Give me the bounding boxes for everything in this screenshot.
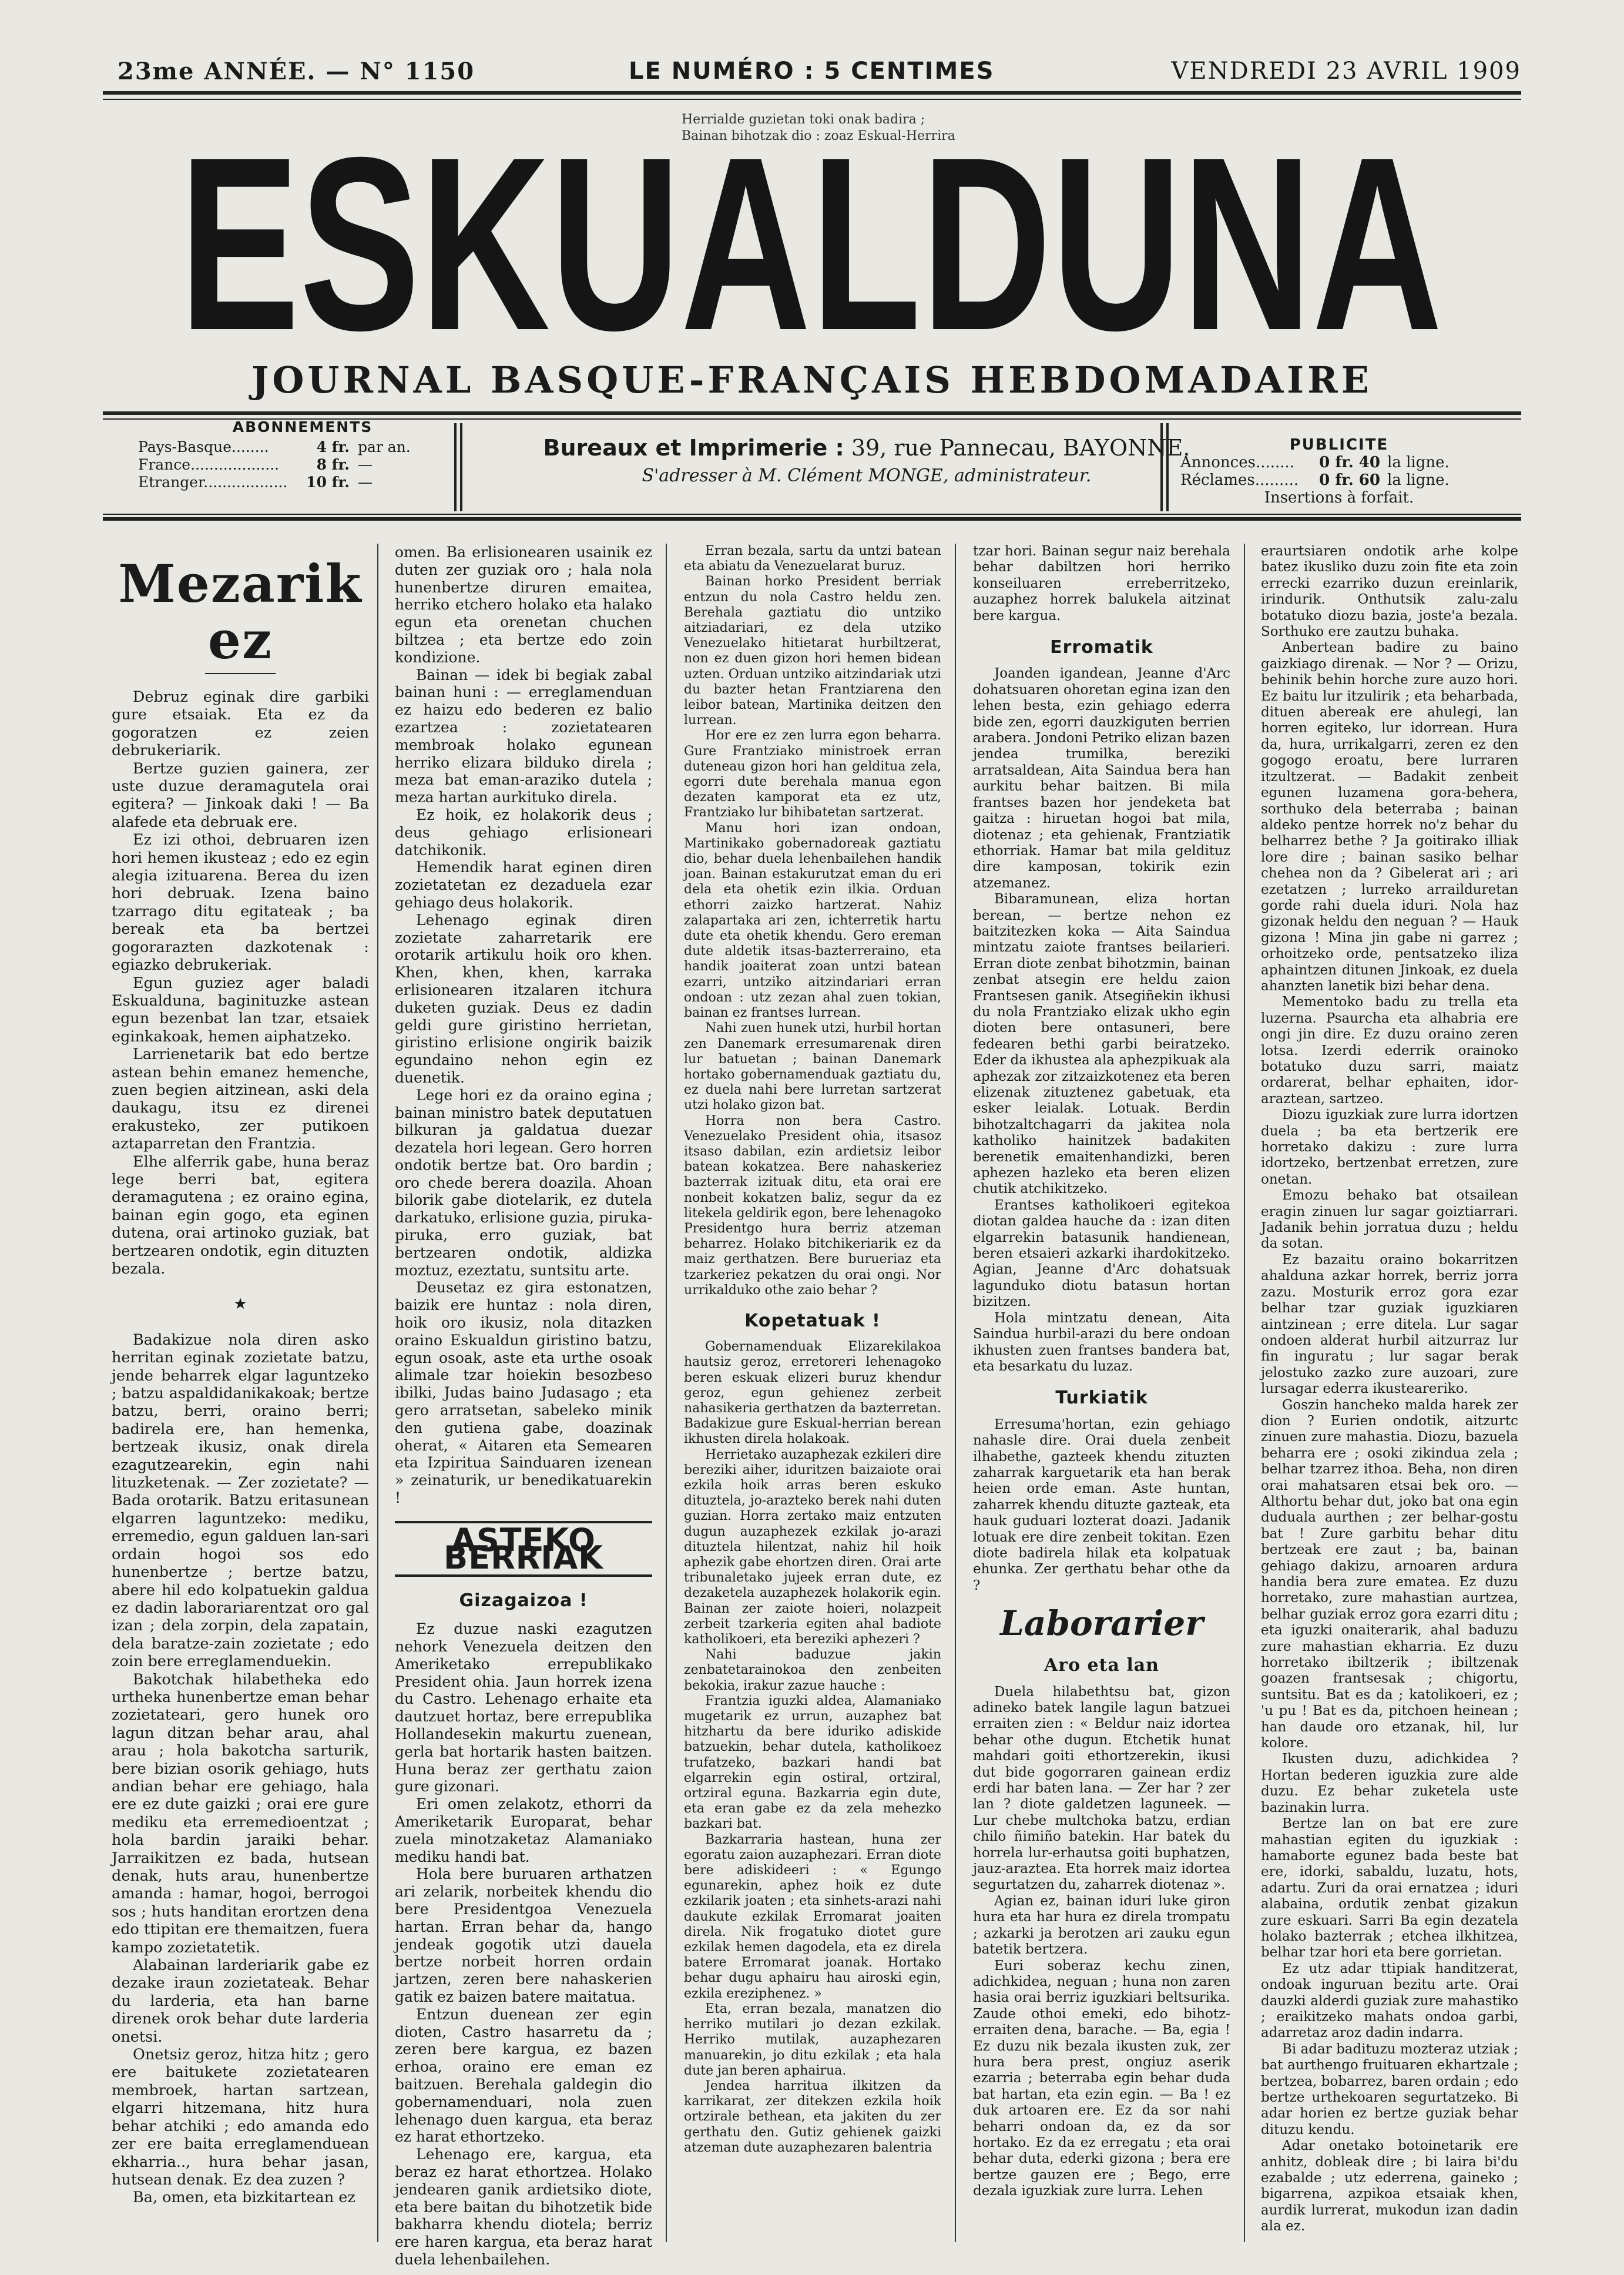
paragraph: Ba, omen, eta bizkitartean ez [133, 2189, 355, 2207]
issue-price: LE NUMÉRO : 5 CENTIMES [629, 58, 995, 85]
publicite-insertions: Insertions à forfait. [1264, 489, 1414, 507]
paragraph: Entzun duenean zer egin dioten, Castro hasarretu da ; zeren bere kargua, ez bazen erhoa, oraino ere eman ez baitzuen. Berehala galdegin dio gobernamenduari, nola zuen lehenago duen kargua, eta beraz ez harat ethortzeko. [395, 2005, 652, 2146]
paragraph: Bertze lan on bat ere zure mahastian egiten du iguzkiak : hamaborte egunez bada beste bat ere, idorki, sabaldu, luzatu, hots, adartu. Zuri da orai ernatzea ; iduri alabaina, ordutik zenbat gizakun zure eskuari. Sarri Ba egin dezatela holako bazterrak ; etchea ilkhitzea, belhar tzar hori eta bere gorrietan. [1261, 1816, 1518, 1961]
publicite-label: Annonces........ [1180, 454, 1295, 471]
paragraph: tzar hori. Bainan segur naiz berehala behar dabiltzen hori herriko konseiluaren erreberritzeko, auzaphez horrek balukela aitzinat bere kargua. [973, 544, 1230, 624]
section-title-asteko-berriak: ASTEKO BERRIAK [395, 1521, 652, 1577]
paragraph: Adar onetako botoinetarik ere anhitz, dobleak dire ; bi laira bi'du ezabalde ; utz ederrena, gaineko ; bigarrena, azpikoa etsaiak khen, aurdik lurrerat, mukodun izan dadin ala ez. [1261, 2138, 1518, 2234]
paragraph: Hor ere ez zen lurra egon beharra. Gure Frantziako ministroek erran duteneau gizon hori han gelditua zela, egorri dute berehala manua egon dezaten kamporat eta ez utz, Frantziako lur bihibatetan sartzerat. [684, 728, 941, 820]
issue-date: VENDREDI 23 AVRIL 1909 [1171, 58, 1521, 85]
paragraph: Herrietako auzaphezak ezkileri dire bereziki aiher, iduritzen baizaiote orai ezkila hoik arras beren eskuko dituztela, jo-arazteko berek nahi duten guzian. Horra zertako maiz entzuten dugun auzaphezek ezkilak jo-arazi dituztela hilentzat, nahiz hil hoik aphezik gabe ehortzen diren. Orai arte tribunaletako jujeek erran dute, ez dezaketela auzaphezek holakorik egin. Bainan zer zaiote hoieri, nolazpeit zerbeit tzarkeria egiten ahal badiote katholikoeri, eta bereziki aphezeri ? [684, 1447, 941, 1647]
publicite-price: 0 fr. 40 [1319, 454, 1380, 471]
abonnements-box [138, 418, 467, 491]
column-rule [377, 544, 378, 2242]
column-rule [666, 544, 667, 2242]
publicite-row [1180, 454, 1498, 471]
bureaux-address: 39, rue Pannecau, BAYONNE. [851, 435, 1190, 461]
abonnement-price: 4 fr. [316, 438, 350, 455]
info-divider-right [1160, 423, 1169, 511]
paragraph: Bazkarraria hastean, huna zer egoratu zaion auzaphezari. Erran diote bere adiskideeri : « Egungo egunarekin, aphez hoik ez dute ezkilarik joaten ; eta sinhets-arazi nahi daukute ezkilak Erromarat joaiten direla. Nik frogatuko diotet gure ezkilak hemen dagodela, eta ez direla batere Erromarat joanak. Hortako behar dugu aphairu hau airoski egin, ezkila ereziphenez. » [684, 1832, 941, 2001]
paragraph: Hemendik harat eginen diren zozietatetan ez dezaduela ezar gehiago deus holakorik. [395, 859, 652, 911]
abonnement-label: Etranger.................. [138, 474, 288, 491]
paragraph: Alabainan larderiarik gabe ez dezake iraun zozietateak. Behar du larderia, eta han barne direnek orok behar dute larderia onetsi. [112, 1956, 369, 2046]
paragraph: Manu hori izan ondoan, Martinikako gobernadoreak gaztiatu dio, behar duela lehenbailehen handik joan. Bainan estakurutzat eman du eri dela eta ohetik ezin ilkia. Orduan ethorri zaizko hartzerat. Nahiz zalapartaka ari zen, ichterretik hartu dute eta ohetik khendu. Gero ereman dute aldetik itsas-bazterreraino, eta handik joaiterat zoan untzi batean ezarri, untziko aitzindariari erran ondoan : utz zezan ahal zuen tokian, bainan ez frantses lurrean. [684, 820, 941, 1021]
paragraph: Egun guziez ager baladi Eskualduna, baginituzke astean egun bezenbat lan tzar, etsaiek eginkakoak, hemen aiphatzeko. [112, 974, 369, 1046]
paragraph: Jendea harritua ilkitzen da karrikarat, zer ditekzen ezkila hoik ortzirale bethean, eta jakiten du zer gerthatu den. Gutiz gehienek gaizki atzeman dute auzaphezaren balentria [684, 2078, 941, 2155]
paragraph: Euri soberaz kechu zinen, adichkidea, neguan ; huna non zaren hasia orai berriz iguzkiari beltsurika. Zaude othoi emeki, edo bihotz-erraiten dena, barache. — Ba, egia ! Ez duzu nik bezala ikusten zuk, zer hura bera prest, ongiuz aserik ezarria ; beterraba egin behar duda bat hartan, eta ezin egin. — Ba ! ez duk artoaren ere. Ez da sor nahi beharri ondoan da, ez da sor hortako. Ez da ez erregatu ; eta orai behar duta, ederki gizona ; bera ere bertze gauzen ere ; Bego, erre dezala iguzkiak zure lurra. Lehen [973, 1958, 1230, 2199]
abonnement-suffix: — [358, 456, 373, 473]
abonnement-row [138, 438, 467, 456]
paragraph: Elhe alferrik gabe, huna beraz lege berri bat, egitera deramagutena ; ez oraino egina, bainan egin gogo, eta eginen dutena, orai artinoko guziak, bat bertzearen ondotik, egin dituzten bezala. [112, 1152, 369, 1278]
bureaux-box [526, 435, 1207, 486]
publicite-price: 0 fr. 60 [1319, 471, 1380, 489]
paragraph: Bertze guzien gainera, zer uste duzue deramagutela orai egitera? — Jinkoak daki ! — Ba alafede eta debruak ere. [112, 759, 369, 831]
paragraph: Eta, erran bezala, manatzen dio herriko mutilari jo dezan ezkilak. Herriko mutilak, auzaphezaren manuarekin, jo ditu ezkilak ; eta hala dute jan beren aphairua. [684, 2001, 941, 2078]
top-rule [103, 91, 1521, 95]
paragraph: Ez utz adar ttipiak handitzerat, ondoak inguruan bezitu arte. Orai dauzki alderdi guziak zure mahastiko ; eraikitzeko mahats ondoa garbi, adarretaz aroz dadin indarra. [1261, 1961, 1518, 2041]
paragraph: Erresuma'hortan, ezin gehiago nahasle dire. Orai duela zenbeit ilhabethe, gazteek khendu zituzten zaharrak karguetarik eta han berak heien orde eman. Aste huntan, zaharrek khendu dituzte gazteak, eta hauk guduari lozterat doazi. Jadanik lotuak ere dire zenbeit tokitan. Ezen diote badirela hilak eta kolpatuak ehunka. Zer gerthatu behar othe da ? [973, 1416, 1230, 1593]
paragraph: Anbertean badire zu baino gaizkiago direnak. — Nor ? — Orizu, behinik behin horche zure auzo hori. Ez baitu lur itzulirik ; eta beharbada, dituen abereak ere ahulegi, lan horren egiteko, lur idorrean. Hura da, hura, urrikalgarri, zeren ez den gogogo eroatu, bere lurraren itzultzerat. — Badakit zenbeit egunen luzamena gora-behera, sorthuko dela beterraba ; bainan aldeko pentze horrek no'z behar du belharrez bethe ? Ja goitirako illiak lore dire ; bainan sasiko belhar chehea non da ? Gibelerat ari ; ari ezetatzen ; lurreko arrailduretan gorde rahi duela iduri. Nola haz gizonak heldu den neguan ? — Hauk gizona ! Mina jin gabe ni garrez ; orhoitzeko orde, pentsatzeko iliza aphaintzen ditunen Jinkoak, ez duela ahanzten lanetik bizi behar dena. [1261, 640, 1518, 994]
abonnement-price: 8 fr. [316, 456, 350, 473]
motto-line-2: Bainan bihotzak dio : zoaz Eskual-Herrira [682, 129, 955, 143]
publicite-suffix: la ligne. [1387, 471, 1449, 489]
abonnements-heading: ABONNEMENTS [232, 418, 373, 435]
top-rule-thin [103, 99, 1521, 100]
paragraph: eraurtsiaren ondotik arhe kolpe batez ikusliko duzu zoin fite eta zoin errecki ezarriko duzun ereinlarik, irindurik. Onthutsik zalu-zalu botatuko diozu bazia, joste'a bezala. Sorthuko ere zautzu buhaka. [1261, 544, 1518, 640]
paragraph: Hola bere buruaren arthatzen ari zelarik, norbeitek khendu dio bere Presidentgoa Venezuela hartan. Erran behar da, hango jendeak gogotik utzi dauela bertze norbeit horren ordain jartzen, zeren bere nahaskerien gatik ez baizen batere maitatua. [395, 1865, 652, 2005]
article-title-mezarik-ez: Mezarik ez [118, 553, 363, 671]
section-star: ★ [233, 1295, 247, 1314]
paragraph: Bainan horko President berriak entzun du nola Castro heldu zen. Berehala gaztiatu dio untziko aitziadariari, ez dela utziko Venezuelako hitietarat hurbiltzerat, non ez duen gizon hori hemen bidean uzten. Orduan untziko aitzindariak utzi du bazter hetan Frantziarena den leibor batean, Martinika deitzen den lurrean. [684, 574, 941, 728]
column-4 [973, 544, 1230, 2200]
article-title-gizagaizoa: Gizagaizoa ! [459, 1590, 588, 1611]
info-rule-top [103, 411, 1521, 415]
paragraph: Bakotchak hilabetheka edo urtheka hunenbertze eman behar zozietateari, gero hunek oro lagun ditzan behar arau, ahal arau ; hola bakotcha sarturik, bere bizian osorik gehiago, huts andian behar ere gehiago, hala ere ez dute gaizki ; orai ere gure mediku eta erremedioentzat ; hola bardin jaraiki behar. Jarraikitzen ez bada, hutsean denak, huts arau, hunenbertze amanda : hamar, hogoi, berrogoi sos ; huts handitan erortzen dena edo ttipitan ere themaitzen, fuera kampo zozietatetik. [112, 1670, 369, 1956]
issue-number: 23me ANNÉE. — N° 1150 [118, 58, 475, 85]
paragraph: omen. Ba erlisionearen usainik ez duten zer guziak oro ; hala nola hunenbertze diruren emaitea, herriko etchero holako eta halako egun eta orenetan chuchen biltzea ; eta bertze edo zoin kondizione. [395, 544, 652, 666]
publicite-box [1180, 436, 1498, 507]
article-title-turkiatik: Turkiatik [1055, 1388, 1148, 1409]
paragraph: Emozu behako bat otsailean eragin zinuen lur sagar goiztiarrari. Jadanik behin jorratua duzu ; heldu da sotan. [1261, 1188, 1518, 1252]
paragraph: Mementoko badu zu trella eta luzerna. Psaurcha eta alhabria ere ongi jin dire. Ez duzu oraino zeren lotsa. Izerdi ederrik orainoko botatuko duzu sarri, maiatz ordarerat, belhar ephaiten, idor-araztean, sartzeo. [1261, 994, 1518, 1107]
column-5 [1261, 544, 1518, 2235]
bureaux-contact: S'adresser à M. Clément MONGE, administrateur. [642, 465, 1092, 486]
publicite-label: Réclames......... [1180, 471, 1299, 489]
abonnement-suffix: par an. [358, 438, 411, 455]
info-row [103, 418, 1521, 514]
paragraph: Ez bazaitu oraino bokarritzen ahalduna azkar horrek, berriz jorra zazu. Mosturik erroz gora ezar belhar tzar guziak iguzkiaren aintzinean ; erre ditela. Lur sagar ondoen alderat hurbil aitzurraz lur fin inguratu ; lur sagar berak jelostuko zazko zure auzoari, zure lursagar ederra ikusteareriko. [1261, 1252, 1518, 1397]
column-2 [395, 544, 652, 2269]
paragraph: Bainan — idek bi begiak zabal bainan huni : — erreglamenduan ez haizu edo bederen ez balio ezartzea : zozietatearen membroak holako egunean herriko elizara bilduko direla ; meza bat eman-araziko dutela ; meza hartan aurkituko direla. [395, 666, 652, 806]
title-underline [205, 673, 276, 674]
paragraph: Joanden igandean, Jeanne d'Arc dohatsuaren ohoretan egina izan den lehen besta, ezin gehiago ederra bide zen, egorri dauzkiguten berrien arabera. Jondoni Petriko elizan bazen jendea trumilka, bereziki arratsaldean, Aita Saindua bera han aurkitu behar baitzen. Bi mila frantses bazen hor jendeketa bat gaitza : hiruetan hogoi bat mila, diotenaz ; eta gehienak, Frantziatik ethorriak. Hamar bat mila geldituz dire kamposan, tokirik ezin atzemanez. [973, 666, 1231, 891]
publicite-row [1180, 471, 1498, 489]
abonnement-row [138, 474, 467, 491]
paragraph: Erantses katholikoeri egitekoa diotan galdea hauche da : izan diten elgarrekin batasunik handienean, beren etsaieri azkarki ihardokitzeko. Agian, Jeanne d'Arc dohatsuak lagunduko diotu batasun hortan bizitzen. [973, 1197, 1230, 1310]
paragraph: Bi adar badituzu mozteraz utziak ; bat aurthengo fruituaren ekhartzale ; bertzea, bobarrez, baren ordain ; edo bertze urthekoaren segurtatzeko. Bi adar horien ez bertze guziak behar dituzu kendu. [1261, 2041, 1518, 2137]
paragraph: Horra non bera Castro. Venezuelako President ohia, itsasoz itsaso dabilan, ezin ardietsiz leibor batean kokatzea. Bere nahaskeriez bazterrak izituak ditu, eta orai ere nonbeit kokatzen baliz, segur da ez litekela geldirik egon, bere lehenagoko Presidentgo hura berriz atzeman beharrez. Holako bitchikeriarik ez da maiz gerthatzen. Bere burueriaz eta tzarkeriez pekatzen du orai ongi. Nor urrikalduko othe zaio behar ? [684, 1113, 941, 1298]
abonnement-suffix: — [358, 474, 373, 491]
motto [682, 112, 955, 145]
paragraph: Eri omen zelakotz, ethorri da Ameriketarik Europarat, behar zuela minotzaketaz Alamaniako mediku handi bat. [395, 1795, 652, 1865]
paragraph: Debruz eginak dire garbiki gure etsaiak. Eta ez da gogoratzen ez zeien debrukeriarik. [112, 688, 369, 760]
paragraph: Ez izi othoi, debruaren izen hori hemen ikusteaz ; edo ez egin alegia izituarena. Berea du izen hori debruak. Izena baino tzarrago ditu egitateak ; ba bereak eta ba bertzei gogorarazten dazkotenak : egiazko debrukeriak. [112, 831, 369, 974]
paragraph: Goszin hancheko malda harek zer dion ? Eurien ondotik, aitzurtc zinuen zure mahastia. Diozu, bazuela beharra ere ; osoki zikindua zela ; belhar tzarrez ithoa. Beha, non diren orai mahatsaren etsai bek oro. — Althortu behar dut, joko bat ona egin duduala aurthen ; zer belhar-gostu bat ! Zure garbitu behar ditu bertzeak ere zaut ; ba, bainan gehiago dakizu, arnoaren ardura handia bera zure ematea. Ez duzu horretako, zure mahastian aurtzea, belhar guziak erroz gora ezarri ditu ; eta iguzki onaiterarik, ahal baduzu zure mahastian ekharria. Ez duzu horretako ibiltzerik ; ibiltzenak goazen frantsesak ; chigortu, suntsitu. Bat es da ; katolikoeri, ez ; 'u pu ! Bat es da, pitchoen heinean ; han daude oro etzanak, hil, lur kolore. [1261, 1397, 1518, 1751]
masthead-subtitle: JOURNAL BASQUE-FRANÇAIS HEBDOMADAIRE [251, 358, 1373, 401]
paragraph: Lehenago eginak diren zozietate zaharretarik ere orotarik artikulu hoik oro khen. Khen, khen, khen, karraka erlisionearen itzalaren itchura duketen guziak. Deus ez dadin geldi gure giristino herrietan, giristino erlisione ongirik baizik egundaino nehon egin ez duenetik. [395, 911, 652, 1086]
paragraph: Frantzia iguzki aldea, Alamaniako mugetarik ez urrun, auzaphez bat hitzhartu da bere iduriko adiskide batzuekin, behar dutela, katholikoez trufatzeko, bazkari handi bat elgarrekin egin ostiral, ortziral, ortziral eguna. Bazkarria egin dute, eta eran gabe ez da zela mehezko bazkari bat. [684, 1693, 941, 1832]
motto-line-1: Herrialde guzietan toki onak badira ; [682, 112, 925, 127]
abonnement-label: Pays-Basque........ [138, 438, 269, 455]
abonnement-row [138, 456, 467, 474]
section-title-laborarier: Laborarier [1000, 1603, 1203, 1644]
masthead-title [176, 141, 1445, 347]
paragraph: Lege hori ez da oraino egina ; bainan ministro batek deputatuen bilkuran ja galdatua duezar dezatela hori legean. Gero horren ondotik bertze bat. Oro bardin ; oro chede berera doazila. Ahoan bilorik gabe diotelarik, ez dutela darkatuko, erlisione guzia, piruka-piruka, erro guziak, bat bertzearen ondotik, aldizka moztuz, ezeztatu, suntsitu arte. [395, 1086, 652, 1279]
paragraph: Larrienetarik bat edo bertze astean behin emanez hemenche, zuen begien aitzinean, aski dela daukagu, itsu ez direnei erakusteko, zer putikoen aztaparretan den Frantzia. [112, 1046, 369, 1153]
paragraph: Duela hilabethtsu bat, gizon adineko batek langile lagun batzuei erraiten zien : « Beldur naiz idortea behar othe dugun. Etchetik hunat mahdari goiti ethortzerekin, ikusi dut bide gogorraren gainean erdiz erdi har baten lana. — Zer har ? zer lan ? diote galdetzen laguneek. — Lur chebe multchoka batzu, erdian chilo ñimiño batekin. Har batek du horrela lur-erhautsa goiti buphatzen, jauz-araztea. Eta horrek maiz idortea segurtatzen du, zaharrek diotenaz ». [973, 1684, 1230, 1893]
bureaux-label: Bureaux et Imprimerie : [543, 435, 844, 461]
paragraph: Deusetaz ez gira estonatzen, baizik ere huntaz : nola diren, hoik oro ikusiz, nola ditazken oraino Eskualdun giristino batzu, egun osoak, aste eta urthe osoak alimale tzar hoiekin besozbeso ibilki, Judas baino Judasago ; eta gero arratsetan, sabeleko minik den gutiena gabe, doazinak oherat, « Aitaren eta Semearen eta Izpiritua Sainduaren izenean » zeinaturik, ur benedikatuarekin ! [395, 1279, 652, 1507]
publicite-suffix: la ligne. [1387, 454, 1449, 471]
paragraph: Onetsiz geroz, hitza hitz ; gero ere baitukete zozietatearen membroek, hartan sartzean, elgarri hitzemana, hitz hura behar atchiki ; edo amanda edo zer ere baita erreglamenduean ekharria.., hura behar jasan, hutsean denak. Ez dea zuzen ? [112, 2046, 369, 2189]
paragraph: Diozu iguzkiak zure lurra idortzen duela ; ba eta bertzerik ere horretako dakizu : zure lurra idortzeko, bertzenbat erretzen, zure onetan. [1261, 1107, 1518, 1187]
column-rule [1244, 544, 1245, 2242]
abonnement-price: 10 fr. [306, 474, 350, 491]
info-rule-bottom [103, 517, 1521, 521]
masthead-text: ESKUALDUNA [179, 141, 1442, 347]
paragraph: Agian ez, bainan iduri luke giron hura eta har hura ez direla trompatu ; azkarki ja berotzen ari zauku egun batetik bertzera. [973, 1893, 1230, 1958]
paragraph: Gobernamenduak Elizarekilakoa hautsiz geroz, erretoreri lehenagoko beren eskuak elizeri buruz khendur geroz, egun gehienez zerbeit nahasikeria gerthatzen da bazterretan. Badakizue gure Eskual-herrian berean ikhusten direla holakoak. [684, 1339, 941, 1447]
paragraph: Badakizue nola diren asko herritan eginak zozietate batzu, jende beharrek elgar laguntzeko ; batzu aspaldidanikakoak; bertze batzu, berri, oraino berri; badirela ere, han hemenka, bertzeak ikusiz, onak direla ezagutzearekin, egin nahi lituzketenak. — Zer zozietate? — Bada orotarik. Batzu eritasunean elgarren laguntzeko: mediku, erremedio, egun galduen lan-sari ordain hogoi sos edo hunenbertze ; bertze batzu, abere hil edo kolpatuekin galdua ez dadin laborariarentzat oro gal izan ; dela zorpin, dela zapatain, dela baratze-zain zozietate ; edo zoin bere erreglamenduekin. [112, 1331, 369, 1671]
column-1 [112, 544, 369, 2207]
paragraph: Lehenago ere, kargua, eta beraz ez harat ethortzea. Holako jendearen ganik ardietsiko diote, eta bere baitan du bihotzetik bide bakharra khendu diotela; berriz ere haren kargua, eta beraz harat duela lehenbailehen. [395, 2146, 652, 2268]
abonnement-label: France................... [138, 456, 280, 473]
info-divider-left [454, 423, 462, 511]
paragraph: Nahi baduzue jakin zenbatetarainokoa den zenbeiten bekokia, irakur zazue hauche : [684, 1647, 941, 1693]
article-title-kopetatuak: Kopetatuak ! [744, 1310, 881, 1331]
paragraph: Erran bezala, sartu da untzi batean eta abiatu da Venezuelarat buruz. [684, 544, 941, 574]
column-rule [955, 544, 956, 2242]
publicite-heading: PUBLICITE [1289, 436, 1389, 454]
paragraph: Ez duzue naski ezagutzen nehork Venezuela deitzen den Ameriketako errepublikako President ohia. Jaun horrek izena du Castro. Lehenago erhaite eta dautzuet hortaz, bere errepublika Hollandesekin makurtu zuenean, gerla bat hortarik hasten baitzen. Huna beraz zer gerthatu zaion gure gizonari. [395, 1620, 652, 1795]
paragraph: Nahi zuen hunek utzi, hurbil hortan zen Danemark erresumarenak diren lur batuetan ; bainan Danemark hortako gobernamenduak gaztiatu du, ez duela nahi bere lurretan sartzerat utzi holako gizon bat. [684, 1021, 941, 1113]
article-title-aro-eta-lan: Aro eta lan [1043, 1655, 1159, 1676]
paragraph: Ikusten duzu, adichkidea ? Hortan bederen iguzkia zure alde duzu. Ez behar zuketela uste bazinakin lurra. [1261, 1751, 1518, 1815]
info-rule-bottom-thin [103, 514, 1521, 515]
paragraph: Hola mintzatu denean, Aita Saindua hurbil-arazi du bere ondoan ikhusten zuen frantses bandera bat, eta besarkatu du luzaz. [973, 1310, 1230, 1374]
article-title-erromatik: Erromatik [1050, 637, 1153, 658]
paragraph: Ez hoik, ez holakorik deus ; deus gehiago erlisioneari datchikonik. [395, 806, 652, 859]
paragraph: Bibaramunean, eliza hortan berean, — bertze nehon ez baitzitezken koka — Aita Saindua mintzatu zaiote frantses beilarieri. Erran diote zenbat bihotzmin, bainan zenbat atsegin ere heldu zaion Frantsesen ganik. Atsegiñekin ikhusi du nola Frantziako elizak ukho egin dioten bere ontasuneri, bere fedearen bethi garbi beiratzeko. Eder da ikhustea ala aphezpikuak ala aphezak zor zitzaizkotenez eta beren elizenak zituztenez gabetuak, eta esker leialak. Lotuak. Berdin bihotzaltchagarri da jakitea nola katholiko hainitzek badakiten berenetik emaitenhandizki, beren aphezen hazleko eta beren elizen chutik atchikitzeko. [973, 892, 1230, 1197]
column-3 [684, 544, 941, 2156]
